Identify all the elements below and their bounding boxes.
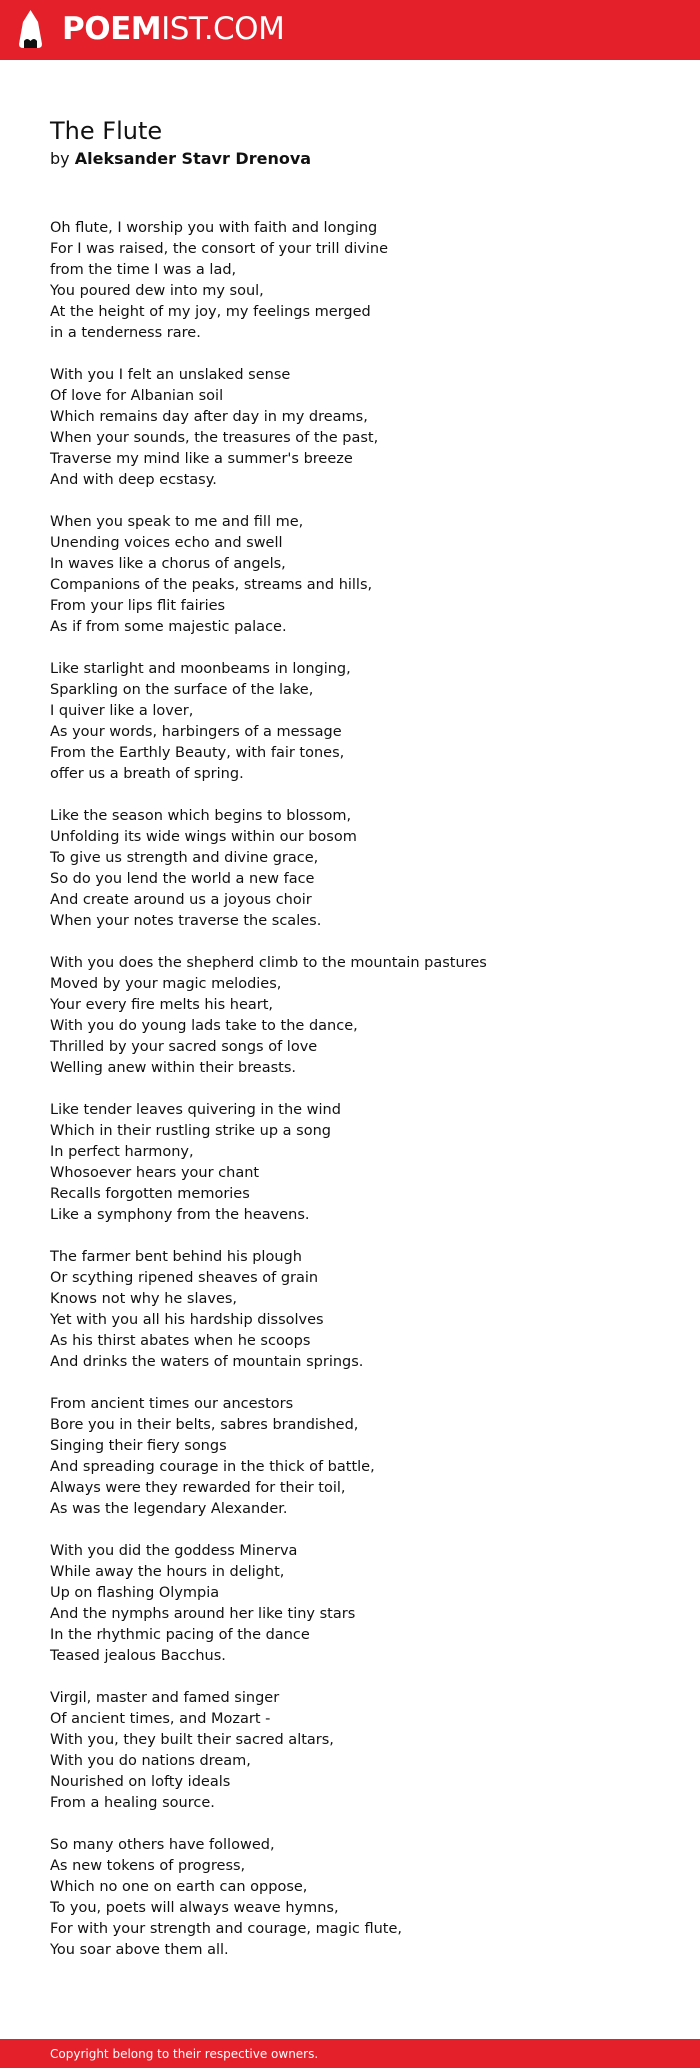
poem-stanza [50, 1541, 650, 1667]
poem-stanza [50, 1835, 650, 1961]
poem-line: You poured dew into my soul, [50, 283, 264, 299]
poem-line: Like starlight and moonbeams in longing, [50, 661, 351, 677]
poem-line: Oh flute, I worship you with faith and longing [50, 220, 378, 236]
poem-line: In the rhythmic pacing of the dance [50, 1627, 310, 1643]
poem-line: Like a symphony from the heavens. [50, 1207, 310, 1223]
poem-line: For I was raised, the consort of your trill divine [50, 241, 389, 257]
poem-line: Thrilled by your sacred songs of love [50, 1039, 318, 1055]
poem-line: offer us a breath of spring. [50, 766, 244, 782]
poem-stanza [50, 512, 650, 638]
poem-line: Or scything ripened sheaves of grain [50, 1270, 319, 1286]
poem-line: With you do young lads take to the dance, [50, 1018, 358, 1034]
poem-line: From a healing source. [50, 1795, 215, 1811]
poem-line: Like tender leaves quivering in the wind [50, 1102, 341, 1118]
site-logo-text[interactable] [62, 9, 284, 49]
poem-line: At the height of my joy, my feelings merged [50, 304, 371, 320]
poem-line: The farmer bent behind his plough [50, 1249, 302, 1265]
poem-author: Aleksander Stavr Drenova [74, 149, 312, 168]
poem-stanza [50, 365, 650, 491]
poem-line: And with deep ecstasy. [50, 472, 217, 488]
poem-line: in a tenderness rare. [50, 325, 201, 341]
poem-line: Whosoever hears your chant [50, 1165, 260, 1181]
poem-line: Unending voices echo and swell [50, 535, 283, 551]
poem-line: As his thirst abates when he scoops [50, 1333, 311, 1349]
pencil-logo-icon[interactable] [18, 10, 43, 50]
poem-line: With you do nations dream, [50, 1753, 251, 1769]
poem-line: Nourished on lofty ideals [50, 1774, 231, 1790]
site-header [0, 0, 700, 60]
poem-stanza [50, 659, 650, 785]
poem-line: So do you lend the world a new face [50, 871, 315, 887]
poem-line: For with your strength and courage, magic flute, [50, 1921, 403, 1937]
poem-line: Traverse my mind like a summer's breeze [50, 451, 353, 467]
poem-line: As your words, harbingers of a message [50, 724, 342, 740]
poem-line: Always were they rewarded for their toil, [50, 1480, 346, 1496]
poem-line: And create around us a joyous choir [50, 892, 312, 908]
poem-line: Which no one on earth can oppose, [50, 1879, 308, 1895]
poem-stanza [50, 806, 650, 932]
logo-light-part: IST.COM [161, 11, 285, 47]
poem-line: And the nymphs around her like tiny stars [50, 1606, 356, 1622]
poem-line: With you does the shepherd climb to the mountain pastures [50, 955, 487, 971]
poem-line: To you, poets will always weave hymns, [50, 1900, 339, 1916]
poem-line: While away the hours in delight, [50, 1564, 285, 1580]
poem-line: Sparkling on the surface of the lake, [50, 682, 314, 698]
poem-line: Of love for Albanian soil [50, 388, 224, 404]
poem-stanza [50, 1247, 650, 1373]
poem-line: When your sounds, the treasures of the past, [50, 430, 379, 446]
poem-line: And spreading courage in the thick of battle, [50, 1459, 375, 1475]
poem-stanza [50, 1688, 650, 1814]
poem-line: Of ancient times, and Mozart - [50, 1711, 271, 1727]
poem-line: As was the legendary Alexander. [50, 1501, 288, 1517]
poem-line: Welling anew within their breasts. [50, 1060, 297, 1076]
poem-line: Which in their rustling strike up a song [50, 1123, 331, 1139]
poem-stanza [50, 953, 650, 1079]
poem-line: from the time I was a lad, [50, 262, 237, 278]
poem-line: Recalls forgotten memories [50, 1186, 250, 1202]
poem-line: To give us strength and divine grace, [50, 850, 319, 866]
poem-line: Virgil, master and famed singer [50, 1690, 280, 1706]
poem-line: Moved by your magic melodies, [50, 976, 282, 992]
poem-line: Teased jealous Bacchus. [50, 1648, 226, 1664]
poem-line: As if from some majestic palace. [50, 619, 287, 635]
poem-line: When your notes traverse the scales. [50, 913, 322, 929]
poem-line: When you speak to me and fill me, [50, 514, 304, 530]
poem-title: The Flute [50, 117, 163, 145]
poem-line: From your lips flit fairies [50, 598, 226, 614]
poem-line: With you, they built their sacred altars, [50, 1732, 334, 1748]
poem-stanza [50, 218, 650, 344]
poem-line: Bore you in their belts, sabres brandished, [50, 1417, 359, 1433]
poem-line: Companions of the peaks, streams and hills, [50, 577, 373, 593]
poem-line: Like the season which begins to blossom, [50, 808, 352, 824]
copyright-notice: Copyright belong to their respective owners. [50, 2047, 319, 2061]
poem-line: From ancient times our ancestors [50, 1396, 294, 1412]
poem-line: And drinks the waters of mountain springs. [50, 1354, 364, 1370]
poem-line: You soar above them all. [50, 1942, 229, 1958]
poem-body [50, 218, 650, 1982]
poem-byline [50, 147, 311, 171]
poem-line: From the Earthly Beauty, with fair tones, [50, 745, 345, 761]
by-label: by [50, 149, 70, 168]
poem-line: With you did the goddess Minerva [50, 1543, 298, 1559]
poem-line: With you I felt an unslaked sense [50, 367, 291, 383]
poem-stanza [50, 1100, 650, 1226]
poem-stanza [50, 1394, 650, 1520]
site-footer [0, 2039, 700, 2068]
poem-line: Singing their fiery songs [50, 1438, 227, 1454]
poem-line: I quiver like a lover, [50, 703, 194, 719]
poem-line: Your every fire melts his heart, [50, 997, 274, 1013]
poem-line: So many others have followed, [50, 1837, 275, 1853]
poem-line: In waves like a chorus of angels, [50, 556, 286, 572]
poem-line: Yet with you all his hardship dissolves [50, 1312, 324, 1328]
poem-line: Unfolding its wide wings within our bosom [50, 829, 357, 845]
poem-line: Knows not why he slaves, [50, 1291, 238, 1307]
poem-line: In perfect harmony, [50, 1144, 194, 1160]
poem-line: Which remains day after day in my dreams, [50, 409, 368, 425]
poem-line: Up on flashing Olympia [50, 1585, 220, 1601]
logo-bold-part: POEM [62, 11, 162, 47]
poem-line: As new tokens of progress, [50, 1858, 246, 1874]
